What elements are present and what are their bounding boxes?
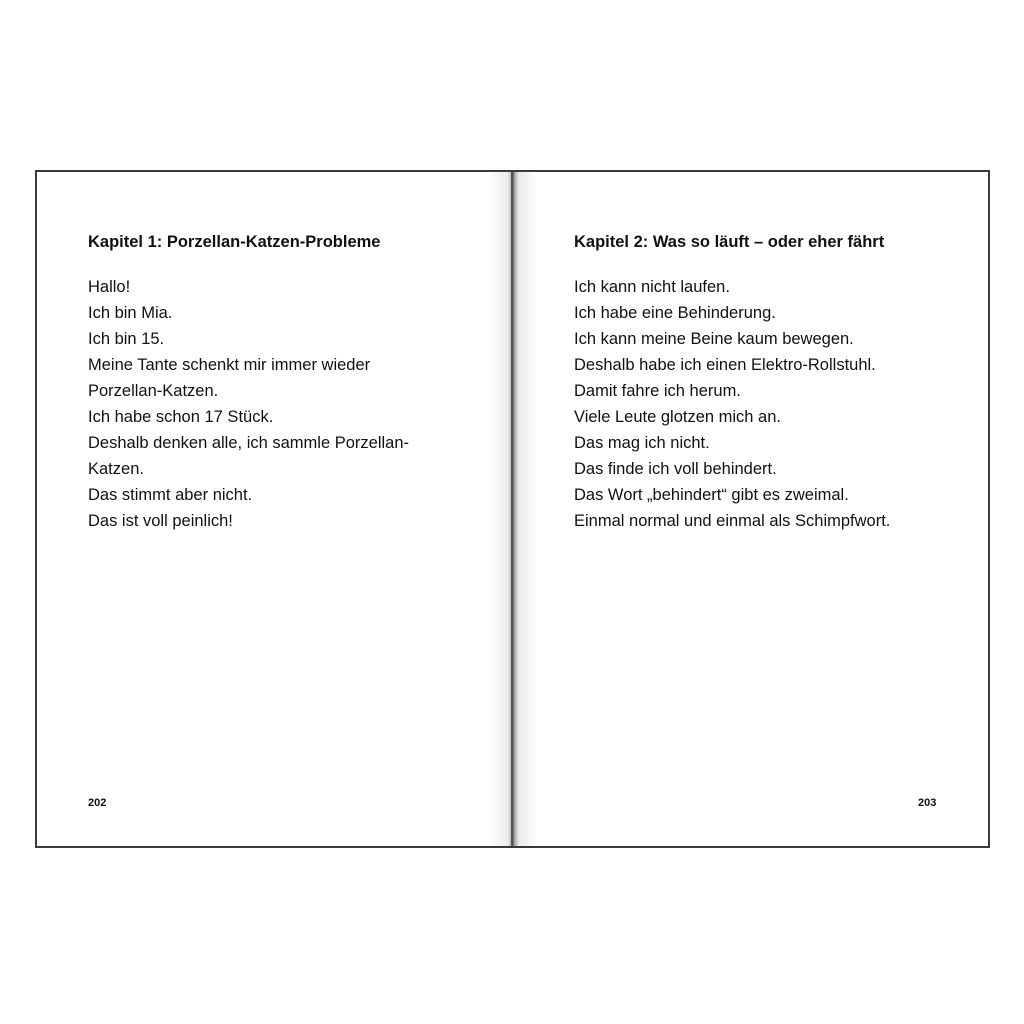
text-lines bbox=[574, 274, 890, 534]
text-line: Ich kann nicht laufen. bbox=[574, 278, 730, 296]
text-line: Das Wort „behindert“ gibt es zweimal. bbox=[574, 486, 849, 504]
text-line: Ich bin 15. bbox=[88, 330, 165, 348]
text-line: Ich kann meine Beine kaum bewegen. bbox=[574, 330, 854, 348]
text-line: Katzen. bbox=[88, 460, 144, 478]
text-line: Ich habe schon 17 Stück. bbox=[88, 408, 274, 426]
text-line: Ich bin Mia. bbox=[88, 304, 173, 322]
page-number: 203 bbox=[918, 797, 937, 809]
text-line: Deshalb habe ich einen Elektro-Rollstuhl. bbox=[574, 356, 876, 374]
right-page bbox=[512, 172, 988, 846]
text-line: Das finde ich voll behindert. bbox=[574, 460, 777, 478]
book-spine-shadow bbox=[489, 172, 537, 846]
page-number: 202 bbox=[88, 797, 107, 809]
text-line: Hallo! bbox=[88, 278, 131, 296]
open-book-spread bbox=[35, 170, 990, 848]
text-line: Porzellan-Katzen. bbox=[88, 382, 219, 400]
chapter-title: Kapitel 1: Porzellan-Katzen-Probleme bbox=[88, 233, 381, 251]
text-lines bbox=[88, 274, 409, 534]
text-line: Viele Leute glotzen mich an. bbox=[574, 408, 781, 426]
text-line: Ich habe eine Behinderung. bbox=[574, 304, 776, 322]
text-line: Einmal normal und einmal als Schimpfwort. bbox=[574, 512, 891, 530]
text-line: Das stimmt aber nicht. bbox=[88, 486, 253, 504]
left-page bbox=[37, 172, 512, 846]
text-line: Das mag ich nicht. bbox=[574, 434, 710, 452]
text-line: Meine Tante schenkt mir immer wieder bbox=[88, 356, 371, 374]
chapter-title: Kapitel 2: Was so läuft – oder eher fährt bbox=[574, 233, 885, 251]
text-line: Deshalb denken alle, ich sammle Porzellan- bbox=[88, 434, 409, 452]
book-spine-fold bbox=[511, 172, 513, 846]
text-line: Damit fahre ich herum. bbox=[574, 382, 741, 400]
text-line: Das ist voll peinlich! bbox=[88, 512, 233, 530]
